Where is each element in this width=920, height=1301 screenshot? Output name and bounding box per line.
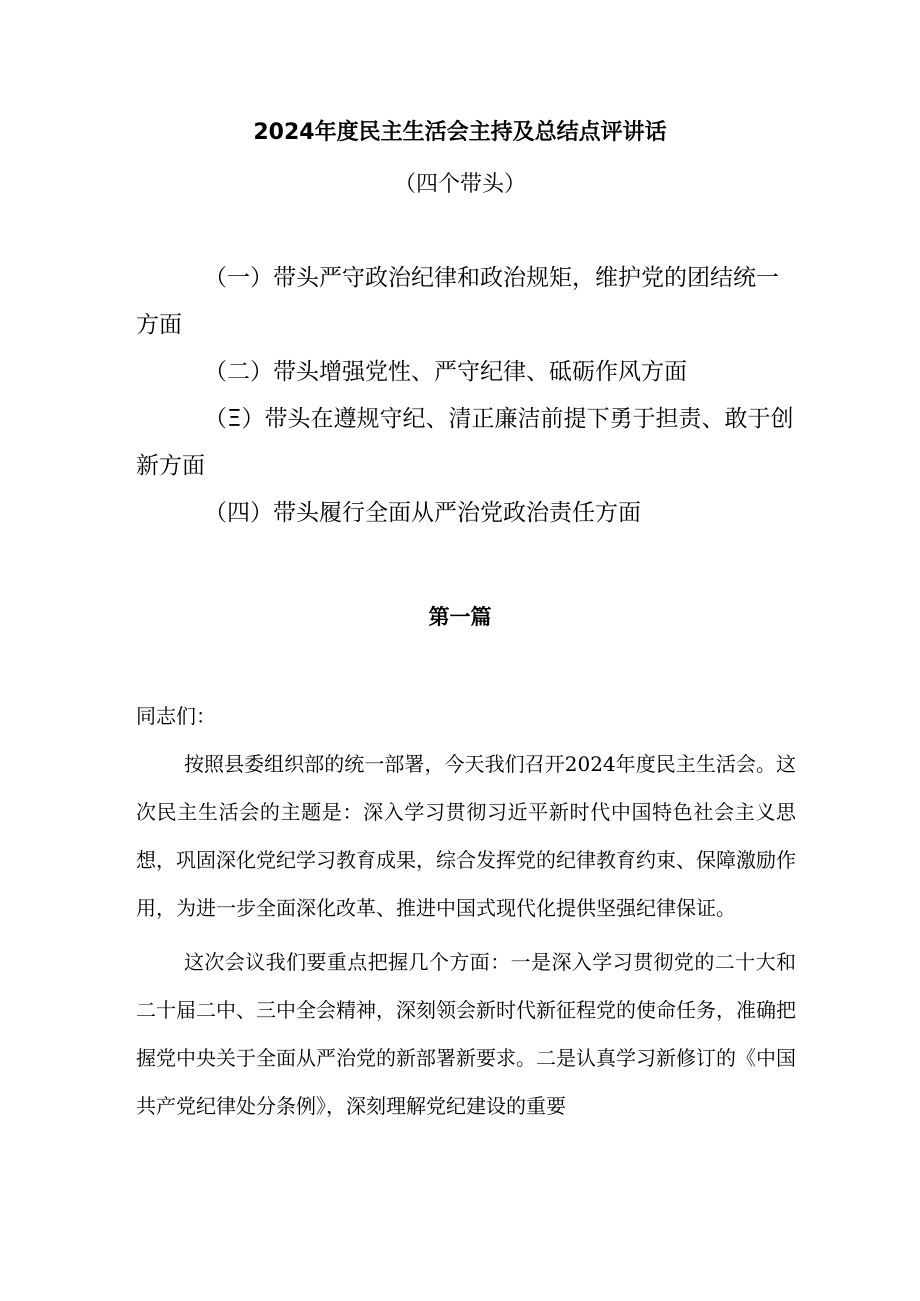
document-subtitle: （四个带头） bbox=[393, 172, 526, 197]
salutation: 同志们： bbox=[136, 704, 216, 728]
speech-body bbox=[136, 692, 796, 1130]
outline-list bbox=[136, 255, 796, 537]
outline-item: （二）带头增强党性、严守纪律、砥砺作风方面 bbox=[204, 359, 687, 385]
outline-item: （Ξ）带头在遵规守纪、清正廉洁前提下勇于担责、敢于创新方面 bbox=[136, 406, 794, 479]
outline-item: （一）带头严守政治纪律和政治规矩，维护党的团结统一方面 bbox=[136, 265, 779, 338]
body-paragraph: 这次会议我们要重点把握几个方面：一是深入学习贯彻党的二十大和二十届二中、三中全会精神，深刻领会新时代新征程党的使命任务，准确把握党中央关于全面从严治党的新部署新要求。二是认真学习新修订的《中国共产党纪律处分条例》，深刻理解党纪建设的重要 bbox=[136, 950, 796, 1118]
chapter-heading: 第一篇 bbox=[428, 605, 492, 629]
body-paragraph: 按照县委组织部的统一部署，今天我们召开2024年度民主生活会。这次民主生活会的主题是：深入学习贯彻习近平新时代中国特色社会主义思想，巩固深化党纪学习教育成果，综合发挥党的纪律教育约束、保障激励作用，为进一步全面深化改革、推进中国式现代化提供坚强纪律保证。 bbox=[136, 752, 796, 920]
outline-item: （四）带头履行全面从严治党政治责任方面 bbox=[204, 500, 641, 526]
document-title: 2024年度民主生活会主持及总结点评讲话 bbox=[253, 120, 667, 145]
